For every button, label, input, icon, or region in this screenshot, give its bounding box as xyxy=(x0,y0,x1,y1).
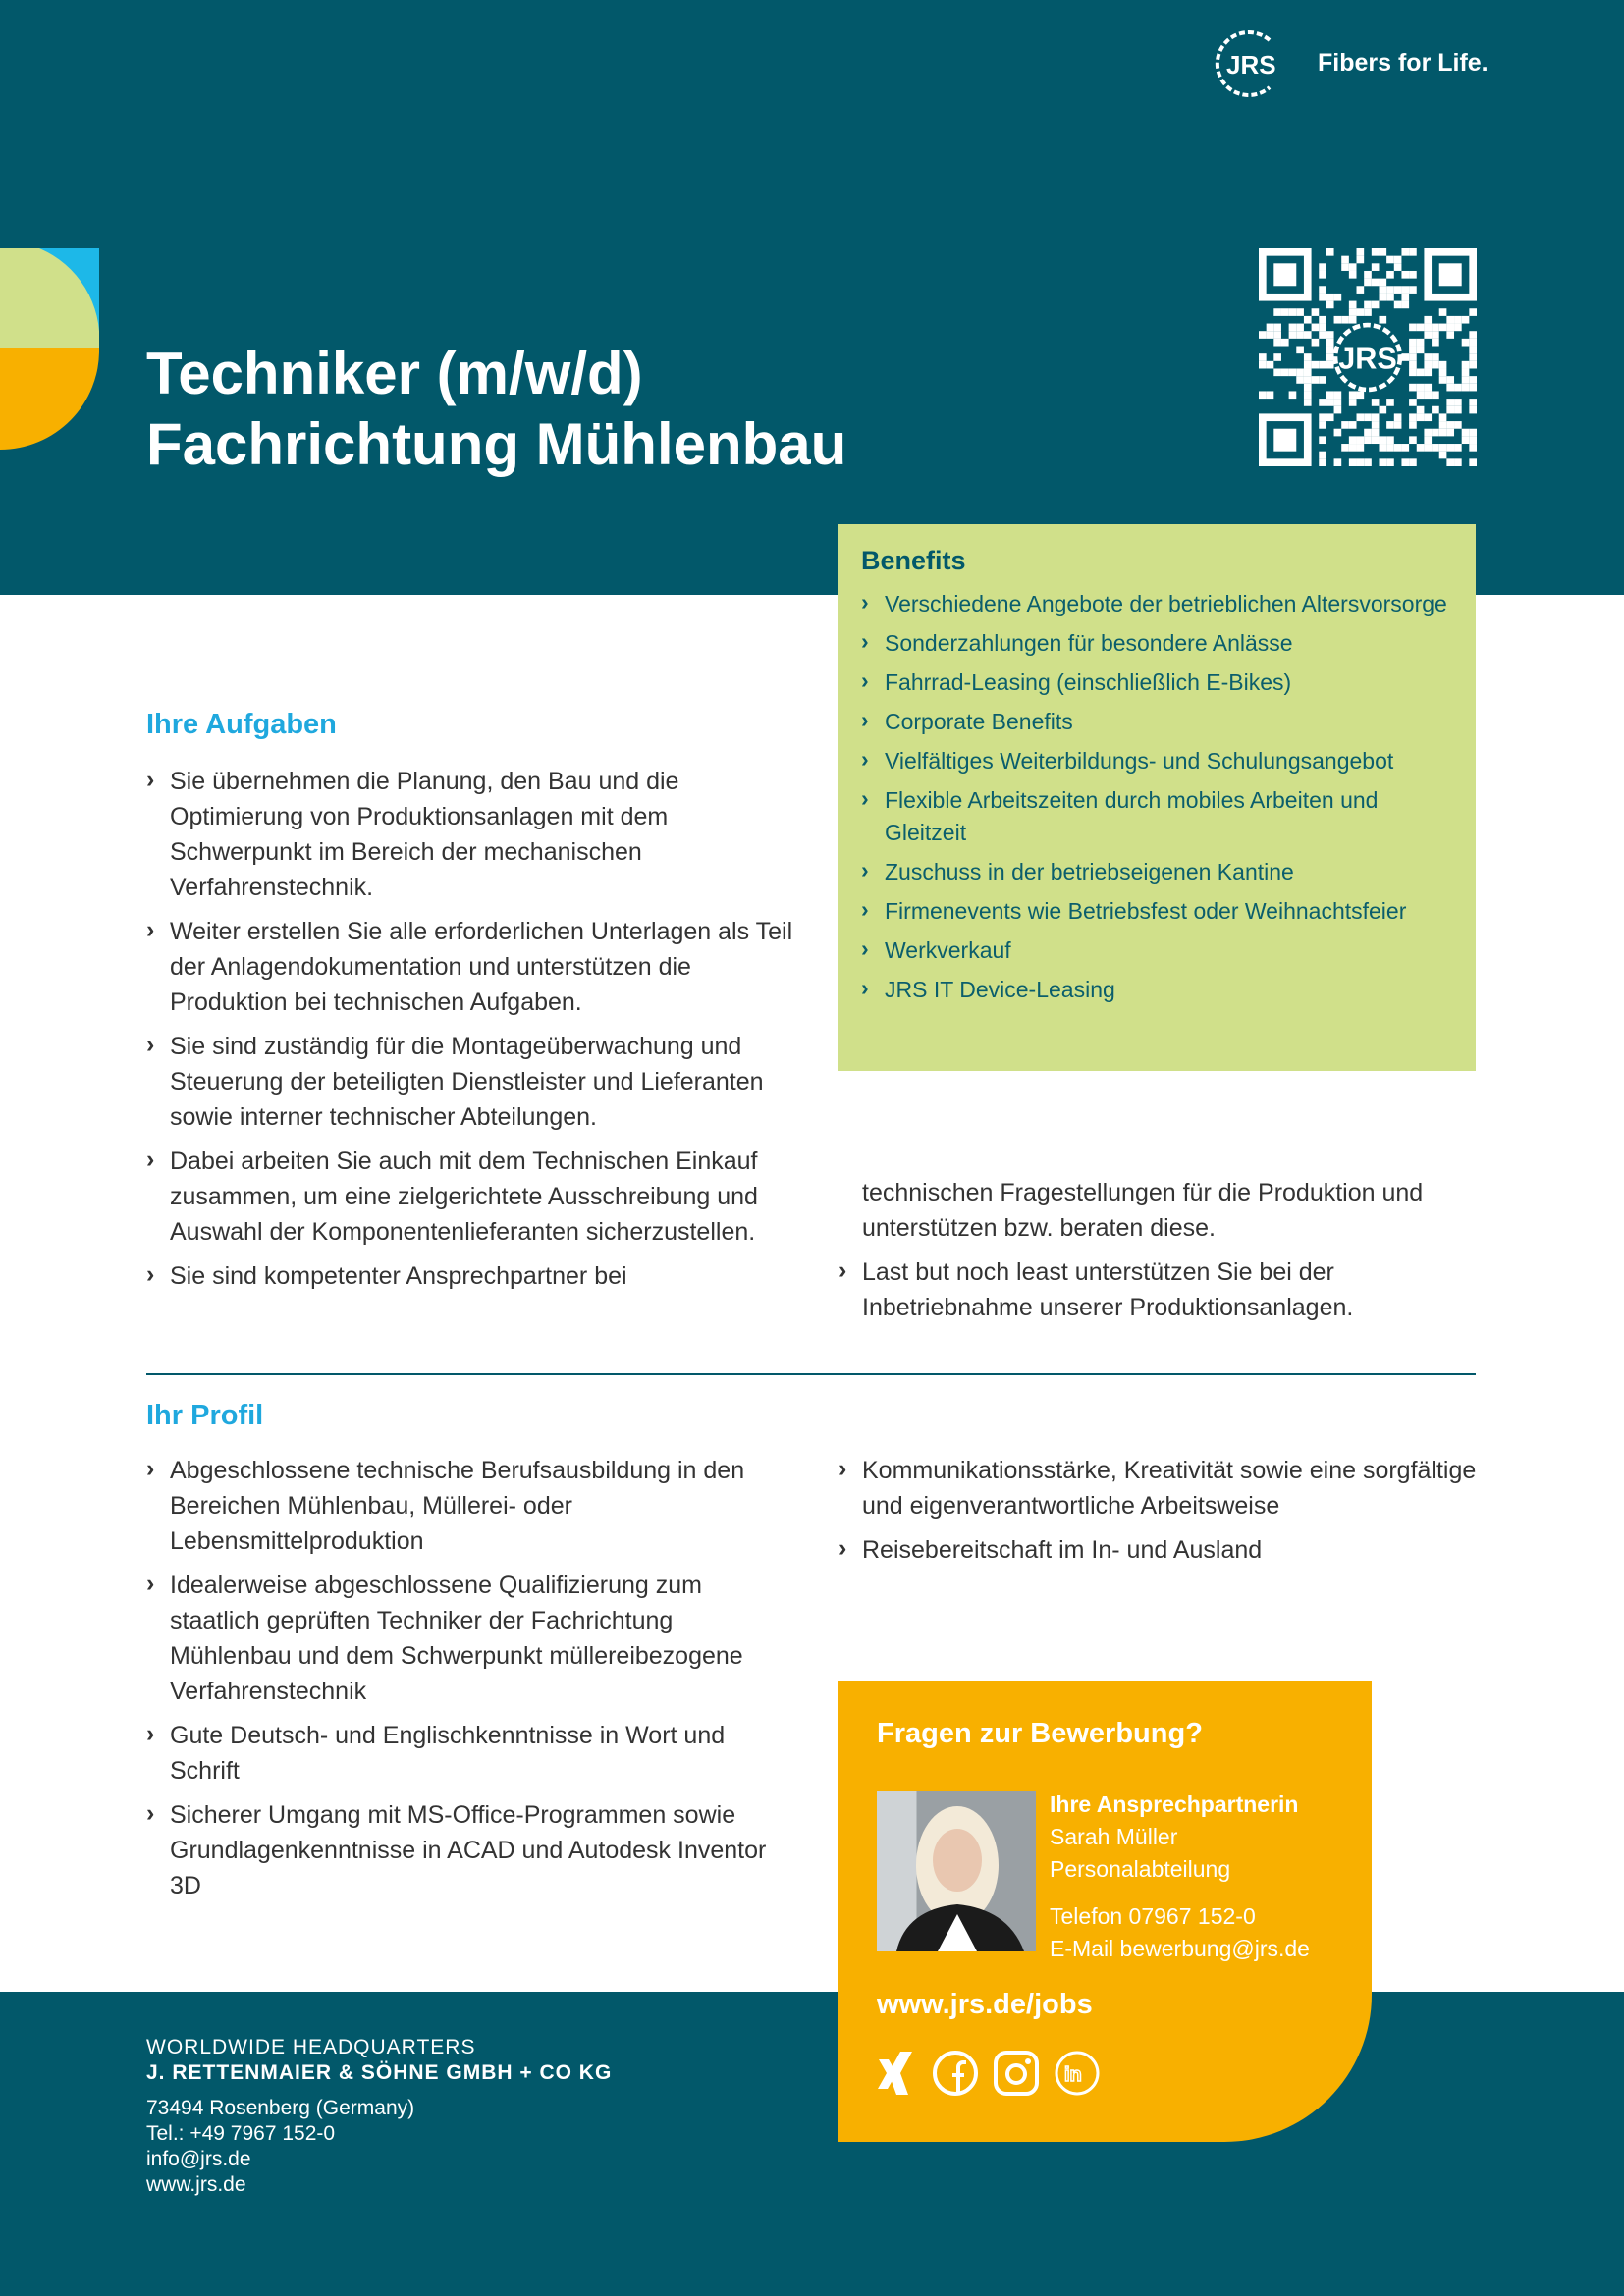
list-item: › Vielfältiges Weiterbildungs- und Schulungsangebot xyxy=(861,745,1452,777)
list-item: › JRS IT Device-Leasing xyxy=(861,974,1452,1006)
xing-icon[interactable] xyxy=(875,2050,918,2097)
benefits-heading: Benefits xyxy=(861,546,966,575)
list-item: › Weiter erstellen Sie alle erforderlichen Unterlagen als Teil der Anlagendokumentation und unterstützen die Produktion bei technischen Aufgaben. xyxy=(146,914,794,1020)
contact-email[interactable]: E-Mail bewerbung@jrs.de xyxy=(1050,1936,1310,1961)
footer-tel: Tel.: +49 7967 152-0 xyxy=(146,2122,336,2145)
list-item: › Last but noch least unterstützen Sie bei der Inbetriebnahme unserer Produktionsanlagen. xyxy=(839,1255,1477,1325)
contact-heading: Fragen zur Bewerbung? xyxy=(877,1718,1203,1749)
aufgaben-heading: Ihre Aufgaben xyxy=(146,709,337,740)
list-item: › Firmenevents wie Betriebsfest oder Weihnachtsfeier xyxy=(861,895,1452,928)
facebook-icon[interactable] xyxy=(932,2050,979,2097)
contact-phone: Telefon 07967 152-0 xyxy=(1050,1903,1256,1929)
aufgaben-list-left xyxy=(146,764,794,1303)
section-divider xyxy=(146,1373,1476,1375)
contact-role: Ihre Ansprechpartnerin xyxy=(1050,1791,1299,1817)
job-title xyxy=(146,339,846,480)
jrs-logo-icon xyxy=(1213,27,1289,101)
jobs-link[interactable]: www.jrs.de/jobs xyxy=(877,1989,1093,2020)
svg-text:in: in xyxy=(1064,2064,1082,2086)
list-item: › Gute Deutsch- und Englischkenntnisse in Wort und Schrift xyxy=(146,1718,794,1789)
title-line-2: Fachrichtung Mühlenbau xyxy=(146,411,847,477)
list-item: › Zuschuss in der betriebseigenen Kantine xyxy=(861,856,1452,888)
benefits-box xyxy=(838,524,1476,1071)
benefits-list xyxy=(861,588,1452,1006)
contact-department: Personalabteilung xyxy=(1050,1856,1231,1882)
list-item: › Werkverkauf xyxy=(861,934,1452,967)
profil-list-right xyxy=(839,1453,1477,1576)
list-item: › Corporate Benefits xyxy=(861,706,1452,738)
footer-address xyxy=(146,2035,612,2198)
aufgaben-continuation: technischen Fragestellungen für die Produktion und unterstützen bzw. beraten diese. xyxy=(862,1179,1424,1242)
qr-code xyxy=(1259,248,1477,466)
list-item: › Sie übernehmen die Planung, den Bau und die Optimierung von Produktionsanlagen mit dem Schwerpunkt im Bereich der mechanischen Verfahrenstechnik. xyxy=(146,764,794,905)
profil-list-left xyxy=(146,1453,794,1912)
list-item: › Dabei arbeiten Sie auch mit dem Technischen Einkauf zusammen, um eine zielgerichtete Ausschreibung und Auswahl der Komponentenlieferanten sicherzustellen. xyxy=(146,1144,794,1250)
list-item: › Reisebereitschaft im In- und Ausland xyxy=(839,1532,1477,1568)
footer-city: 73494 Rosenberg (Germany) xyxy=(146,2097,415,2119)
list-item: › Abgeschlossene technische Berufsausbildung in den Bereichen Mühlenbau, Müllerei- oder Lebensmittelproduktion xyxy=(146,1453,794,1559)
decorative-shape xyxy=(0,248,99,450)
linkedin-icon[interactable] xyxy=(1054,2050,1101,2097)
footer-web[interactable]: www.jrs.de xyxy=(146,2173,246,2196)
profil-heading: Ihr Profil xyxy=(146,1400,264,1431)
contact-name: Sarah Müller xyxy=(1050,1824,1178,1849)
list-item: › Sicherer Umgang mit MS-Office-Programmen sowie Grundlagenkenntnisse in ACAD und Autodesk Inventor 3D xyxy=(146,1797,794,1903)
list-item: › Idealerweise abgeschlossene Qualifizierung zum staatlich geprüften Techniker der Fachrichtung Mühlenbau und dem Schwerpunkt müllereibezogene Verfahrenstechnik xyxy=(146,1568,794,1709)
svg-text:JRS: JRS xyxy=(1226,50,1276,80)
title-line-1: Techniker (m/w/d) xyxy=(146,341,643,406)
tagline: Fibers for Life. xyxy=(1318,49,1489,77)
list-item: › Fahrrad-Leasing (einschließlich E-Bikes) xyxy=(861,667,1452,699)
svg-text:JRS: JRS xyxy=(1338,342,1397,376)
list-item: › Sonderzahlungen für besondere Anlässe xyxy=(861,627,1452,660)
contact-box xyxy=(838,1681,1372,2142)
contact-photo xyxy=(877,1791,1036,1951)
list-item: › Sie sind zuständig für die Montageüberwachung und Steuerung der beteiligten Dienstleister und Lieferanten sowie interner technischer Abteilungen. xyxy=(146,1029,794,1135)
footer-company: J. RETTENMAIER & SÖHNE GMBH + CO KG xyxy=(146,2061,613,2084)
footer-hq-label: WORLDWIDE HEADQUARTERS xyxy=(146,2036,476,2058)
list-item: › Flexible Arbeitszeiten durch mobiles Arbeiten und Gleitzeit xyxy=(861,784,1452,849)
footer-email[interactable]: info@jrs.de xyxy=(146,2148,251,2170)
list-item: › Kommunikationsstärke, Kreativität sowie eine sorgfältige und eigenverantwortliche Arbeitsweise xyxy=(839,1453,1477,1523)
aufgaben-list-right xyxy=(839,1255,1477,1334)
instagram-icon[interactable] xyxy=(993,2050,1040,2097)
list-item: › Verschiedene Angebote der betrieblichen Altersvorsorge xyxy=(861,588,1452,620)
list-item: › Sie sind kompetenter Ansprechpartner bei xyxy=(146,1258,794,1294)
